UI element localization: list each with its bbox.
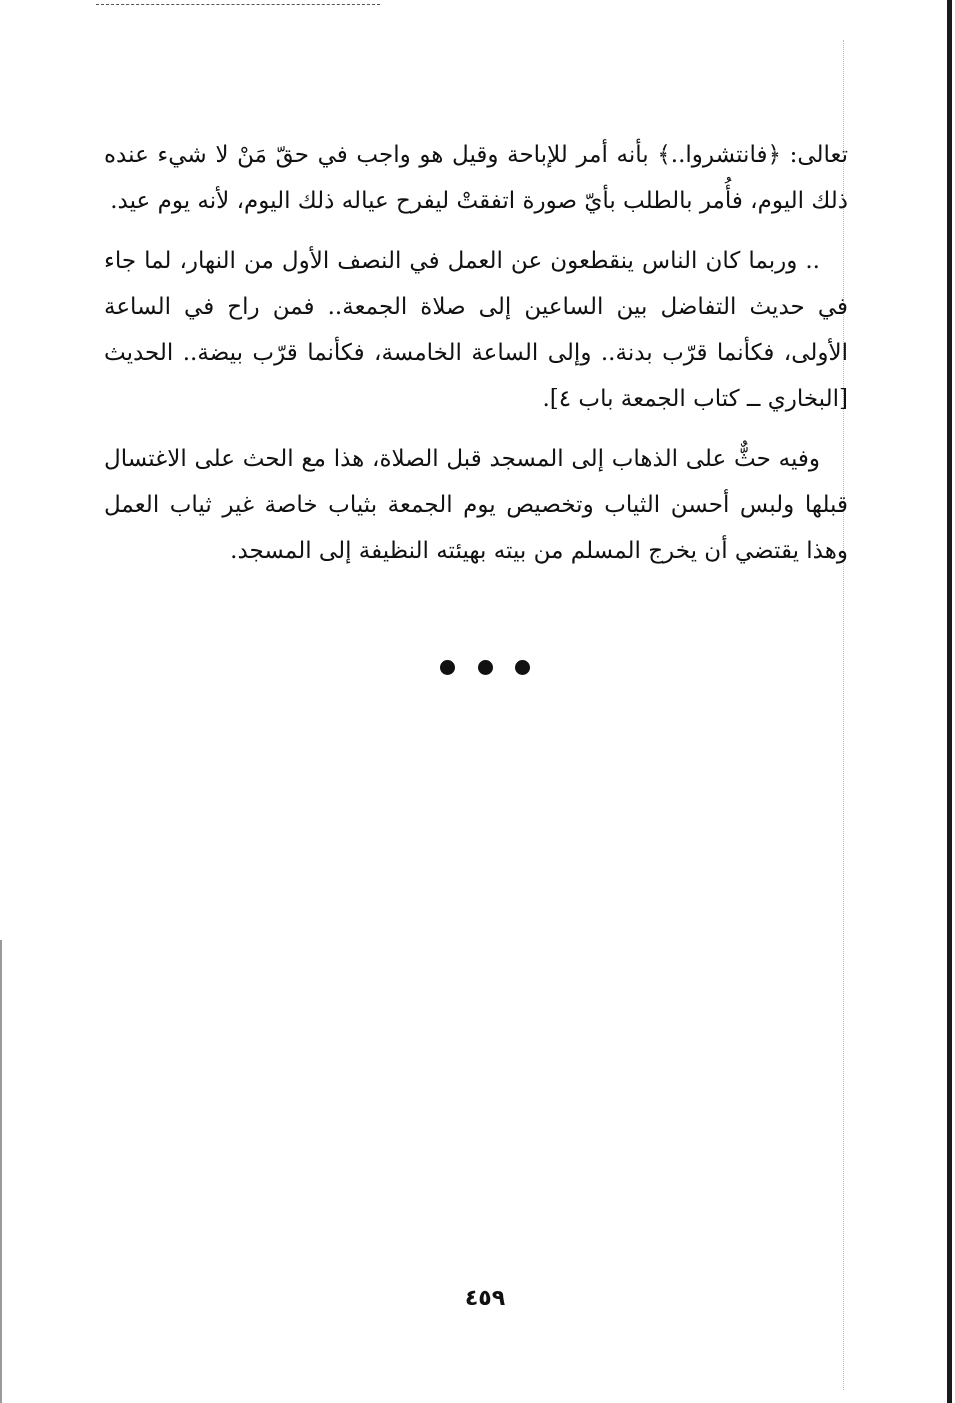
separator-dot xyxy=(478,660,493,675)
section-separator xyxy=(440,656,530,678)
separator-dot xyxy=(515,660,530,675)
body-text xyxy=(104,132,848,574)
separator-dot xyxy=(440,660,455,675)
left-edge-line xyxy=(0,940,2,1403)
paragraph-1: تعالى: ﴿فانتشروا..﴾ بأنه أمر للإباحة وقيل هو واجب في حقّ مَنْ لا شيء عنده ذلك اليوم، فأُمر بالطلب بأيّ صورة اتفقتْ ليفرح عياله ذلك اليوم، لأنه يوم عيد. xyxy=(104,142,848,214)
page-number: ٤٥٩ xyxy=(464,1286,506,1311)
paragraph-2: .. وربما كان الناس ينقطعون عن العمل في النصف الأول من النهار، لما جاء في حديث التفاضل بين الساعين إلى صلاة الجمعة.. فمن راح في الساعة الأولى، فكأنما قرّب بدنة.. وإلى الساعة الخامسة، فكأنما قرّب بيضة.. الحديث [البخاري ــ كتاب الجمعة باب ٤]. xyxy=(104,248,848,412)
top-rule xyxy=(96,4,380,5)
page-edge-shadow xyxy=(947,0,952,1403)
paragraph-3: وفيه حثٌّ على الذهاب إلى المسجد قبل الصلاة، هذا مع الحث على الاغتسال قبلها ولبس أحسن الثياب وتخصيص يوم الجمعة بثياب خاصة غير ثياب العمل وهذا يقتضي أن يخرج المسلم من بيته بهيئته النظيفة إلى المسجد. xyxy=(104,446,848,564)
